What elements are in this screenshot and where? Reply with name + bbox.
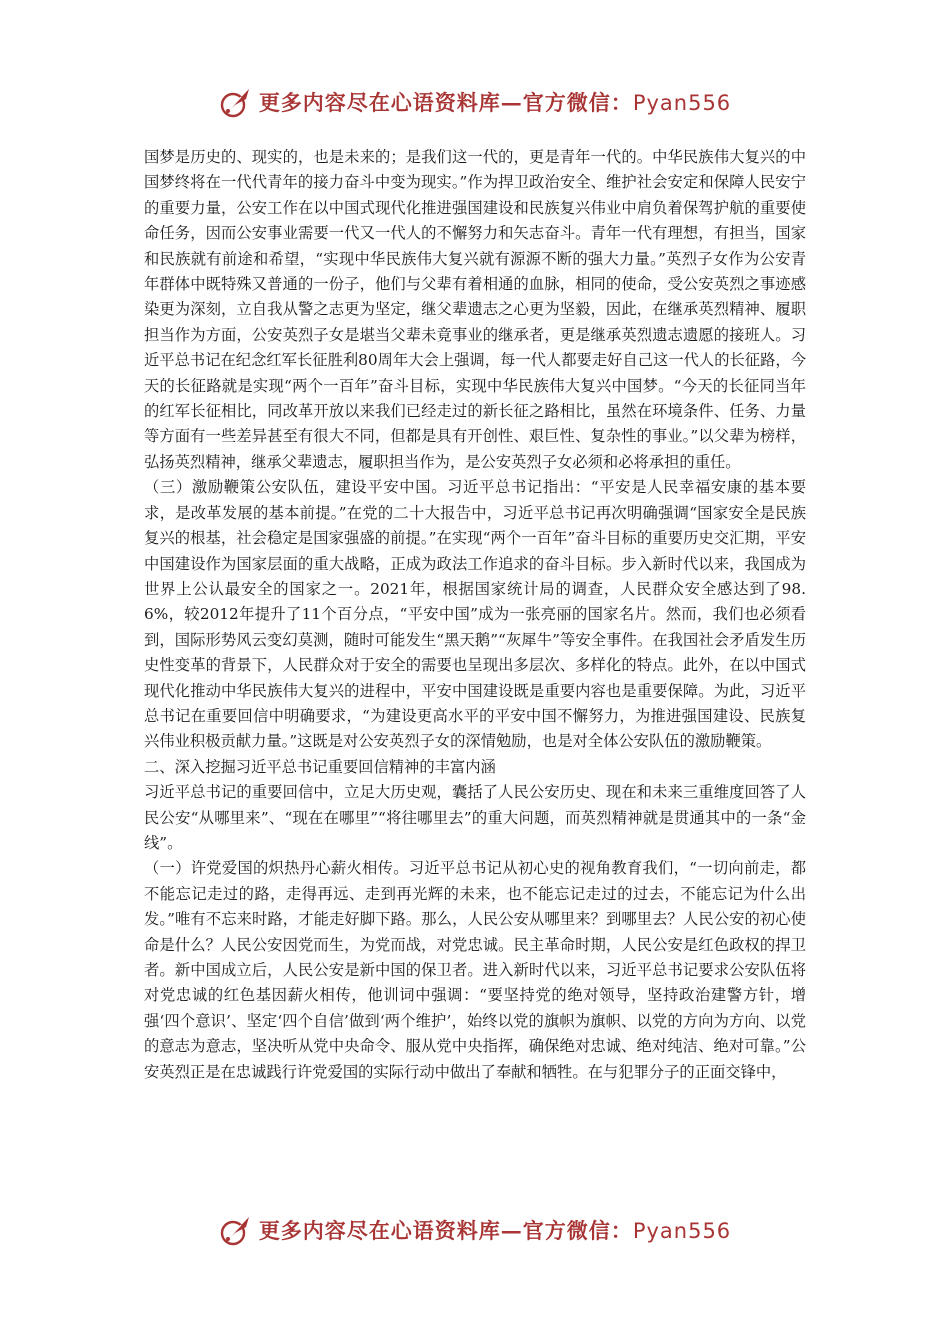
header-banner (0, 82, 950, 122)
paragraph: 习近平总书记的重要回信中，立足大历史观，囊括了人民公安历史、现在和未来三重维度回答了人民公安“从哪里来”、“现在在哪里”“将往哪里去”的重大问题，而英烈精神就是贯通其中的一条“金线”。 (144, 783, 806, 852)
paragraph: （一）许党爱国的炽热丹心薪火相传。习近平总书记从初心史的视角教育我们，“一切向前走，都不能忘记走过的路，走得再远、走到再光辉的未来，也不能忘记走过的过去，不能忘记为什么出发。”唯有不忘来时路，才能走好脚下路。那么，人民公安从哪里来？到哪里去？人民公安的初心使命是什么？人民公安因党而生，为党而战，对党忠诚。民主革命时期，人民公安是红色政权的捍卫者。新中国成立后，人民公安是新中国的保卫者。进入新时代以来，习近平总书记要求公安队伍将对党忠诚的红色基因薪火相传，他训词中强调：“要坚持党的绝对领导，坚持政治建警方针，增强‘四个意识’、坚定‘四个自信’做到‘两个维护’，始终以党的旗帜为旗帜、以党的方向为方向、以党的意志为意志，坚决听从党中央命令、服从党中央指挥，确保绝对忠诚、绝对纯洁、绝对可靠。”公安英烈正是在忠诚践行许党爱国的实际行动中做出了奉献和牺牲。在与犯罪分子的正面交锋中， (144, 859, 806, 1081)
paragraph: （三）激励鞭策公安队伍，建设平安中国。习近平总书记指出：“平安是人民幸福安康的基本要求，是改革发展的基本前提。”在党的二十大报告中，习近平总书记再次明确强调“国家安全是民族复兴的根基，社会稳定是国家强盛的前提。”在实现“两个一百年”奋斗目标的重要历史交汇期，平安中国建设作为国家层面的重大战略，正成为政法工作追求的奋斗目标。步入新时代以来，我国成为世界上公认最安全的国家之一。2021年，根据国家统计局的调查，人民群众安全感达到了98.6%，较2012年提升了11个百分点，“平安中国”成为一张亮丽的国家名片。然而，我们也必须看到，国际形势风云变幻莫测，随时可能发生“黑天鹅”“灰犀牛”等安全事件。在我国社会矛盾发生历史性变革的背景下，人民群众对于安全的需要也呈现出多层次、多样化的特点。此外，在以中国式现代化推动中华民族伟大复兴的进程中，平安中国建设既是重要内容也是重要保障。为此，习近平总书记在重要回信中明确要求，“为建设更高水平的平安中国不懈努力，为推进强国建设、民族复兴伟业积极贡献力量。”这既是对公安英烈子女的深情勉励，也是对全体公安队伍的激励鞭策。 (144, 478, 806, 751)
banner-text: 更多内容尽在心语资料库—官方微信：Pyan556 (258, 90, 732, 115)
section-heading: 二、深入挖掘习近平总书记重要回信精神的丰富内涵 (144, 757, 496, 776)
document-body (144, 145, 806, 1085)
wechat-id: Pyan556 (632, 91, 732, 115)
quill-logo-icon (219, 85, 253, 119)
wechat-id: Pyan556 (632, 1219, 732, 1243)
paragraph: 国梦是历史的、现实的，也是未来的；是我们这一代的，更是青年一代的。中华民族伟大复兴的中国梦终将在一代代青年的接力奋斗中变为现实。”作为捍卫政治安全、维护社会安定和保障人民安宁的重要力量，公安工作在以中国式现代化推进强国建设和民族复兴伟业中肩负着保驾护航的重要使命任务，因而公安事业需要一代又一代人的不懈努力和矢志奋斗。青年一代有理想，有担当，国家和民族就有前途和希望，“实现中华民族伟大复兴就有源源不断的强大力量。”英烈子女作为公安青年群体中既特殊又普通的一份子，他们与父辈有着相通的血脉，相同的使命，受公安英烈之事迹感染更为深刻，立自我从警之志更为坚定，继父辈遗志之心更为坚毅，因此，在继承英烈精神、履职担当作为方面，公安英烈子女是堪当父辈未竟事业的继承者，更是继承英烈遗志遗愿的接班人。习近平总书记在纪念红军长征胜利80周年大会上强调，每一代人都要走好自己这一代人的长征路，今天的长征路就是实现“两个一百年”奋斗目标，实现中华民族伟大复兴中国梦。“今天的长征同当年的红军长征相比，同改革开放以来我们已经走过的新长征之路相比，虽然在环境条件、任务、力量等方面有一些差异甚至有很大不同，但都是具有开创性、艰巨性、复杂性的事业。”以父辈为榜样，弘扬英烈精神，继承父辈遗志，履职担当作为，是公安英烈子女必须和必将承担的重任。 (144, 148, 806, 471)
quill-logo-icon (219, 1213, 253, 1247)
banner-text: 更多内容尽在心语资料库—官方微信：Pyan556 (258, 1218, 732, 1243)
footer-banner (0, 1210, 950, 1250)
